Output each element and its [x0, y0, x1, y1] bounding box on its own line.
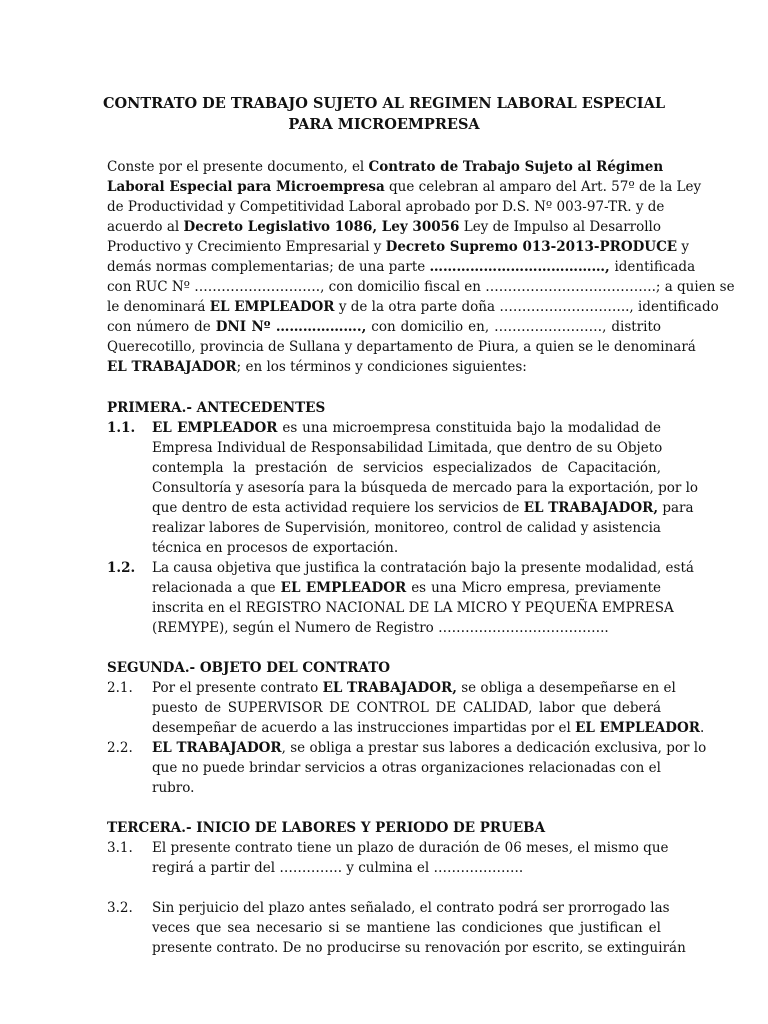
- intro-line: con RUC Nº ………………………., con domicilio fiscal en ………………………………..; a quien se: [107, 279, 735, 295]
- text: acuerdo al: [107, 219, 184, 235]
- title-line-1: CONTRATO DE TRABAJO SUJETO AL REGIMEN LABORAL ESPECIAL: [102, 95, 666, 112]
- clause-line: veces que sea necesario si se mantiene las condiciones que justifican el: [152, 920, 661, 936]
- text: y de la otra parte doña ……………………….., identificado: [334, 299, 719, 315]
- clause-line: [152, 738, 707, 758]
- clause-line: Consultoría y asesoría para la búsqueda de mercado para la exportación, por lo: [152, 480, 699, 496]
- clause-line: [152, 718, 705, 738]
- bold-text: Contrato de Trabajo Sujeto al Régimen: [368, 159, 664, 175]
- clause-line: La causa objetiva que justifica la contratación bajo la presente modalidad, está: [152, 560, 694, 576]
- bold-text: EL TRABAJADOR,: [523, 500, 659, 516]
- title-line-2: PARA MICROEMPRESA: [288, 116, 480, 133]
- document-title: [60, 93, 708, 135]
- bold-text: EL TRABAJADOR: [107, 359, 237, 375]
- bold-text: EL EMPLEADOR: [152, 420, 278, 436]
- text: Conste por el presente documento, el: [107, 159, 369, 175]
- text: desempeñar de acuerdo a las instrucciones impartidas por el: [152, 720, 576, 736]
- bold-text: EL TRABAJADOR: [152, 740, 282, 756]
- bold-text: Laboral Especial para Microempresa: [107, 179, 385, 195]
- text: con número de: [107, 319, 216, 335]
- intro-line: [107, 357, 661, 377]
- text: Ley de Impulso al Desarrollo: [459, 219, 662, 235]
- bold-text: Decreto Supremo 013-2013-PRODUCE: [385, 239, 678, 255]
- text: que dentro de esta actividad requiere los servicios de: [152, 500, 524, 516]
- text: para: [658, 500, 694, 516]
- clause-line: que no puede brindar servicios a otras organizaciones relacionadas con el: [152, 760, 661, 776]
- clause-number: 2.2.: [107, 740, 133, 756]
- clause-number: 3.1.: [107, 840, 133, 856]
- bold-text: Decreto Legislativo 1086, Ley 30056: [183, 219, 460, 235]
- clause-line: [152, 498, 694, 518]
- clause-line: regirá a partir del ………….. y culmina el ………………..: [152, 860, 524, 876]
- intro-line: [107, 257, 696, 277]
- text: relacionada a que: [152, 580, 281, 596]
- clause-number: 1.1.: [107, 420, 136, 436]
- section-heading-segunda: SEGUNDA.- OBJETO DEL CONTRATO: [107, 660, 391, 676]
- clause-line: inscrita en el REGISTRO NACIONAL DE LA MICRO Y PEQUEÑA EMPRESA: [152, 600, 674, 616]
- clause-number: 2.1.: [107, 680, 133, 696]
- intro-line: Querecotillo, provincia de Sullana y departamento de Piura, a quien se le denominará: [107, 339, 696, 355]
- clause-line: [152, 678, 676, 698]
- clause-line: [152, 418, 661, 438]
- intro-line: [107, 157, 664, 177]
- clause-line: Sin perjuicio del plazo antes señalado, el contrato podrá ser prorrogado las: [152, 900, 670, 916]
- text: es una Micro empresa, previamente: [406, 580, 661, 596]
- text: demás normas complementarias; de una parte: [107, 259, 430, 275]
- clause-line: [152, 578, 661, 598]
- bold-text: EL EMPLEADOR: [575, 720, 700, 736]
- section-heading-tercera: TERCERA.- INICIO DE LABORES Y PERIODO DE PRUEBA: [107, 820, 546, 836]
- intro-line: [107, 217, 661, 237]
- text: se obliga a desempeñarse en el: [456, 680, 676, 696]
- text: , se obliga a prestar sus labores a dedicación exclusiva, por lo: [281, 740, 707, 756]
- intro-line: [107, 317, 661, 337]
- clause-line: presente contrato. De no producirse su renovación por escrito, se extinguirán: [152, 940, 686, 956]
- clause-line: Empresa Individual de Responsabilidad Limitada, que dentro de su Objeto: [152, 440, 663, 456]
- clause-line: El presente contrato tiene un plazo de duración de 06 meses, el mismo que: [152, 840, 669, 856]
- bold-text: DNI Nº ……………….,: [215, 319, 367, 335]
- bold-text: EL EMPLEADOR: [209, 299, 335, 315]
- clause-line: contempla la prestación de servicios especializados de Capacitación,: [152, 460, 661, 476]
- text: identificada: [614, 259, 696, 275]
- text: y: [677, 239, 690, 255]
- section-heading-primera: PRIMERA.- ANTECEDENTES: [107, 400, 326, 416]
- text: Por el presente contrato: [152, 680, 323, 696]
- intro-line: [107, 177, 702, 197]
- intro-line: [107, 297, 719, 317]
- text: es una microempresa constituida bajo la modalidad de: [277, 420, 661, 436]
- text: .: [699, 720, 705, 736]
- clause-number: 3.2.: [107, 900, 133, 916]
- bold-text: EL TRABAJADOR,: [322, 680, 457, 696]
- text: que celebran al amparo del Art. 57º de la Ley: [384, 179, 702, 195]
- clause-line: técnica en procesos de exportación.: [152, 540, 399, 556]
- clause-line: realizar labores de Supervisión, monitoreo, control de calidad y asistencia: [152, 520, 661, 536]
- text: Productivo y Crecimiento Empresarial y: [107, 239, 386, 255]
- clause-line: (REMYPE), según el Numero de Registro ………………………………..: [152, 620, 609, 636]
- clause-number: 1.2.: [107, 560, 136, 576]
- intro-line: [107, 237, 690, 257]
- text: le denominará: [107, 299, 210, 315]
- clause-line: rubro.: [152, 780, 195, 796]
- intro-line: de Productividad y Competitividad Laboral aprobado por D.S. Nº 003-97-TR. y de: [107, 199, 665, 215]
- bold-text: …………………………………,: [429, 259, 615, 275]
- clause-line: puesto de SUPERVISOR DE CONTROL DE CALIDAD, labor que deberá: [152, 700, 661, 716]
- text: ; en los términos y condiciones siguientes:: [236, 359, 527, 375]
- text: con domicilio en, ……………………, distrito: [366, 319, 661, 335]
- bold-text: EL EMPLEADOR: [280, 580, 407, 596]
